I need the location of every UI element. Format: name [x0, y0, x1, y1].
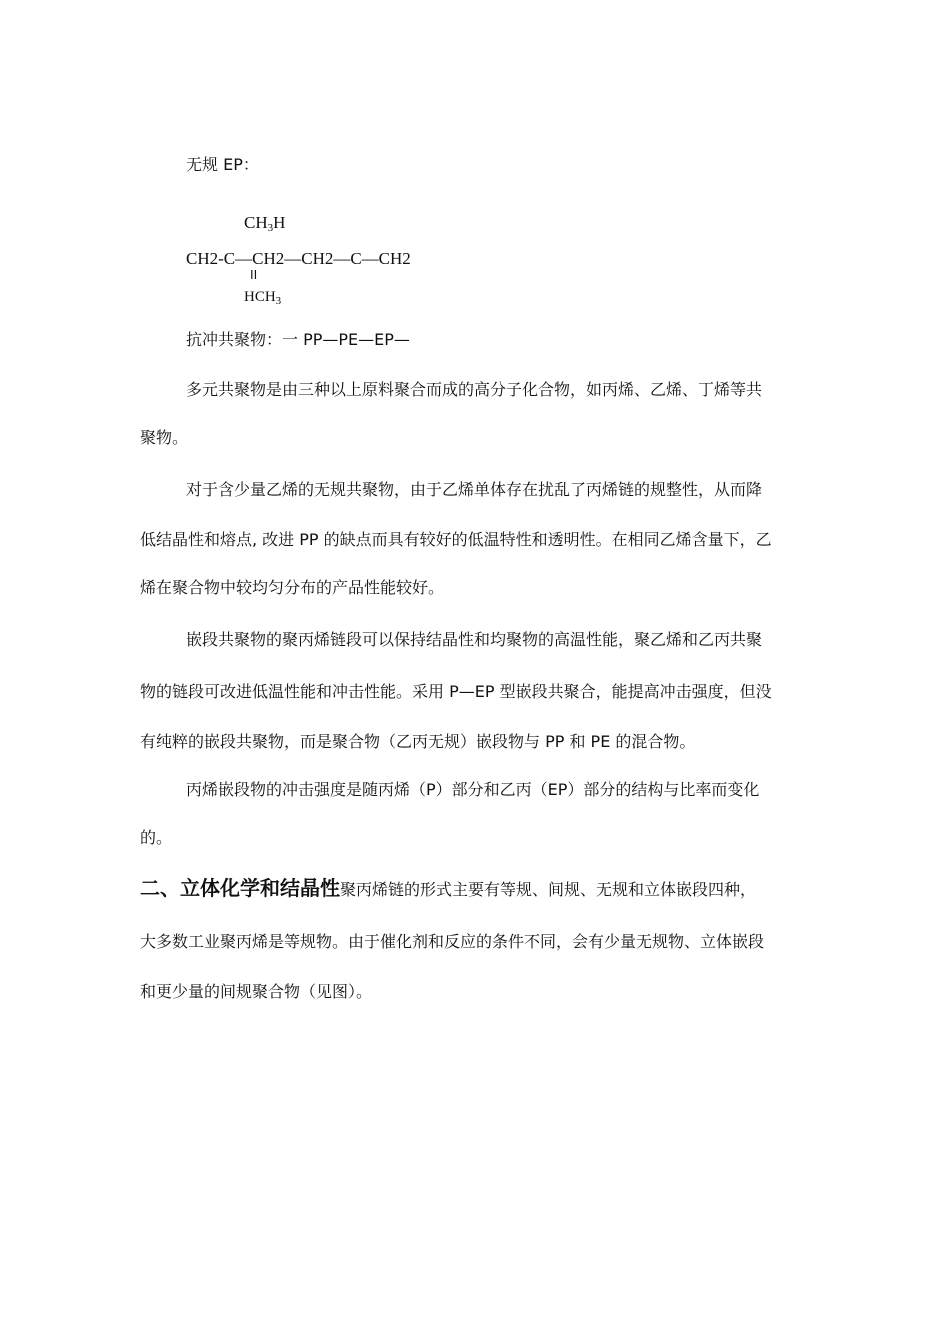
paragraph-line: 低结晶性和熔点, 改进 PP 的缺点而具有较好的低温特性和透明性。在相同乙烯含量下，乙: [140, 530, 772, 549]
section-heading: 二、立体化学和结晶性: [140, 876, 340, 900]
paragraph-line: 有纯粹的嵌段共聚物，而是聚合物（乙丙无规）嵌段物与 PP 和 PE 的混合物。: [140, 732, 696, 751]
formula-top-group: [244, 213, 285, 238]
formula-bond: II: [250, 267, 258, 282]
formula-top-suffix: H: [273, 213, 286, 232]
paragraph-line: 聚物。: [140, 428, 189, 447]
formula-bottom-subscript: 3: [275, 295, 282, 307]
paragraph-line: 对于含少量乙烯的无规共聚物，由于乙烯单体存在扰乱了丙烯链的规整性，从而降: [186, 480, 763, 499]
paragraph-line: 物的链段可改进低温性能和冲击性能。采用 P—EP 型嵌段共聚合，能提高冲击强度，但没: [140, 682, 772, 701]
atactic-ep-label: 无规 EP：: [186, 155, 259, 174]
formula-bottom-prefix: HCH: [244, 289, 276, 305]
paragraph-line: 丙烯嵌段物的冲击强度是随丙烯（P）部分和乙丙（EP）部分的结构与比率而变化: [186, 780, 760, 799]
paragraph-line: 的。: [140, 828, 173, 847]
formula-top-prefix: CH: [244, 213, 268, 232]
paragraph-line: 多元共聚物是由三种以上原料聚合而成的高分子化合物，如丙烯、乙烯、丁烯等共: [186, 380, 763, 399]
paragraph-line: 和更少量的间规聚合物（见图）。: [140, 982, 373, 1001]
impact-copolymer-line: 抗冲共聚物：一 PP—PE—EP—: [186, 330, 410, 349]
formula-main-chain: CH2-C—CH2—CH2—C—CH2: [186, 249, 411, 268]
paragraph-line: 大多数工业聚丙烯是等规物。由于催化剂和反应的条件不同，会有少量无规物、立体嵌段: [140, 932, 765, 951]
paragraph-line: 烯在聚合物中较均匀分布的产品性能较好。: [140, 578, 445, 597]
formula-bottom-group: [244, 287, 281, 311]
paragraph-line: 嵌段共聚物的聚丙烯链段可以保持结晶性和均聚物的高温性能，聚乙烯和乙丙共聚: [186, 630, 763, 649]
section-first-line: [140, 876, 756, 902]
formula-top-subscript: 3: [267, 222, 274, 234]
paragraph-line: 聚丙烯链的形式主要有等规、间规、无规和立体嵌段四种，: [340, 880, 757, 899]
